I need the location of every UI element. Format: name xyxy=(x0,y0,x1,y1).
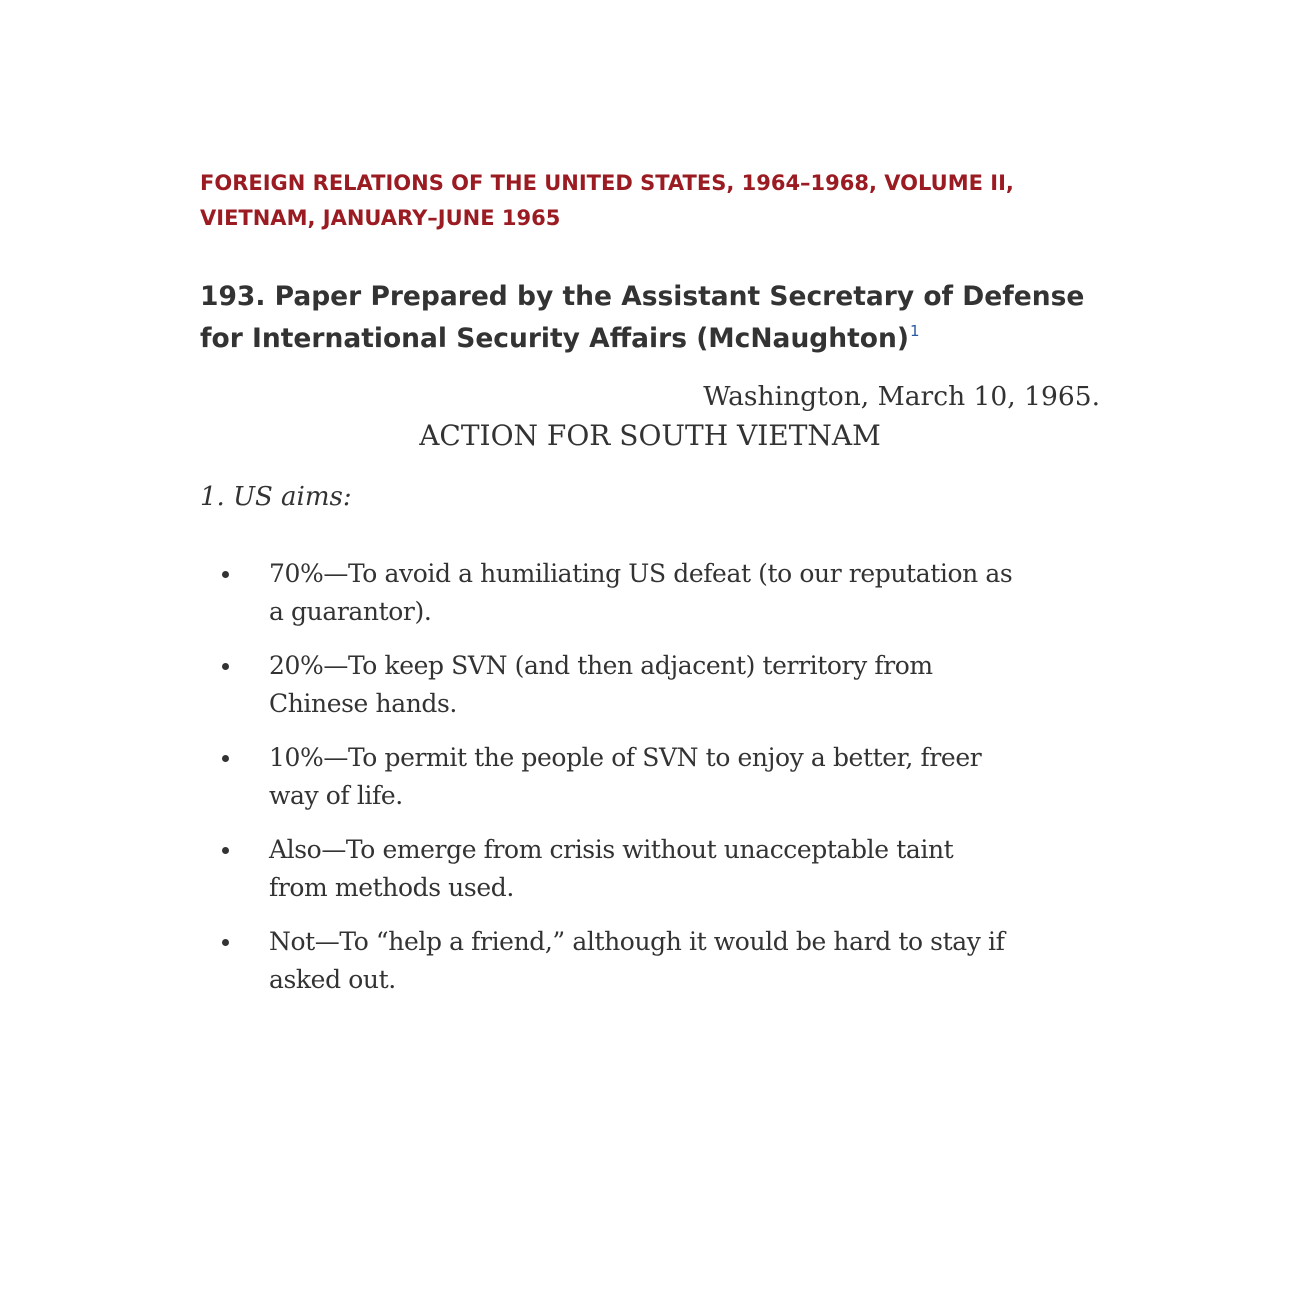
list-item-line-1: Also—To emerge from crisis without unacceptable taint xyxy=(269,835,954,864)
bullet-icon xyxy=(222,939,229,946)
aims-list xyxy=(200,555,1100,1015)
section-heading: ACTION FOR SOUTH VIETNAM xyxy=(419,419,881,452)
list-item-line-2: from methods used. xyxy=(269,872,514,902)
bullet-icon xyxy=(222,571,229,578)
list-item xyxy=(200,831,1100,906)
list-item xyxy=(200,647,1100,722)
list-item-line-1: Not—To “help a friend,” although it would be hard to stay if xyxy=(269,927,1005,956)
list-item xyxy=(200,555,1100,630)
list-item xyxy=(200,739,1100,814)
aims-section-label: 1. US aims: xyxy=(200,482,352,512)
document-title-line-1: 193. Paper Prepared by the Assistant Secretary of Defense xyxy=(200,281,1085,312)
series-title xyxy=(200,166,1100,236)
bullet-icon xyxy=(222,755,229,762)
document-title-line-2-text: for International Security Affairs (McNaughton) xyxy=(200,323,909,354)
footnote-reference-link[interactable]: 1 xyxy=(910,322,920,340)
series-title-line-2: VIETNAM, JANUARY–JUNE 1965 xyxy=(200,206,561,230)
list-item-line-2: asked out. xyxy=(269,964,396,994)
list-item-line-2: Chinese hands. xyxy=(269,688,457,718)
list-item-line-1: 70%—To avoid a humiliating US defeat (to our reputation as xyxy=(269,559,1013,588)
document-title xyxy=(200,276,1100,360)
list-item-line-2: a guarantor). xyxy=(269,596,432,626)
bullet-icon xyxy=(222,663,229,670)
list-item-line-1: 10%—To permit the people of SVN to enjoy a better, freer xyxy=(269,743,982,772)
list-item xyxy=(200,923,1100,998)
document-title-line-2 xyxy=(200,318,1100,360)
dateline: Washington, March 10, 1965. xyxy=(703,381,1100,412)
list-item-line-2: way of life. xyxy=(269,780,403,810)
list-item-line-1: 20%—To keep SVN (and then adjacent) territory from xyxy=(269,651,933,680)
bullet-icon xyxy=(222,847,229,854)
series-title-line-1: FOREIGN RELATIONS OF THE UNITED STATES, 1964–1968, VOLUME II, xyxy=(200,171,1014,195)
